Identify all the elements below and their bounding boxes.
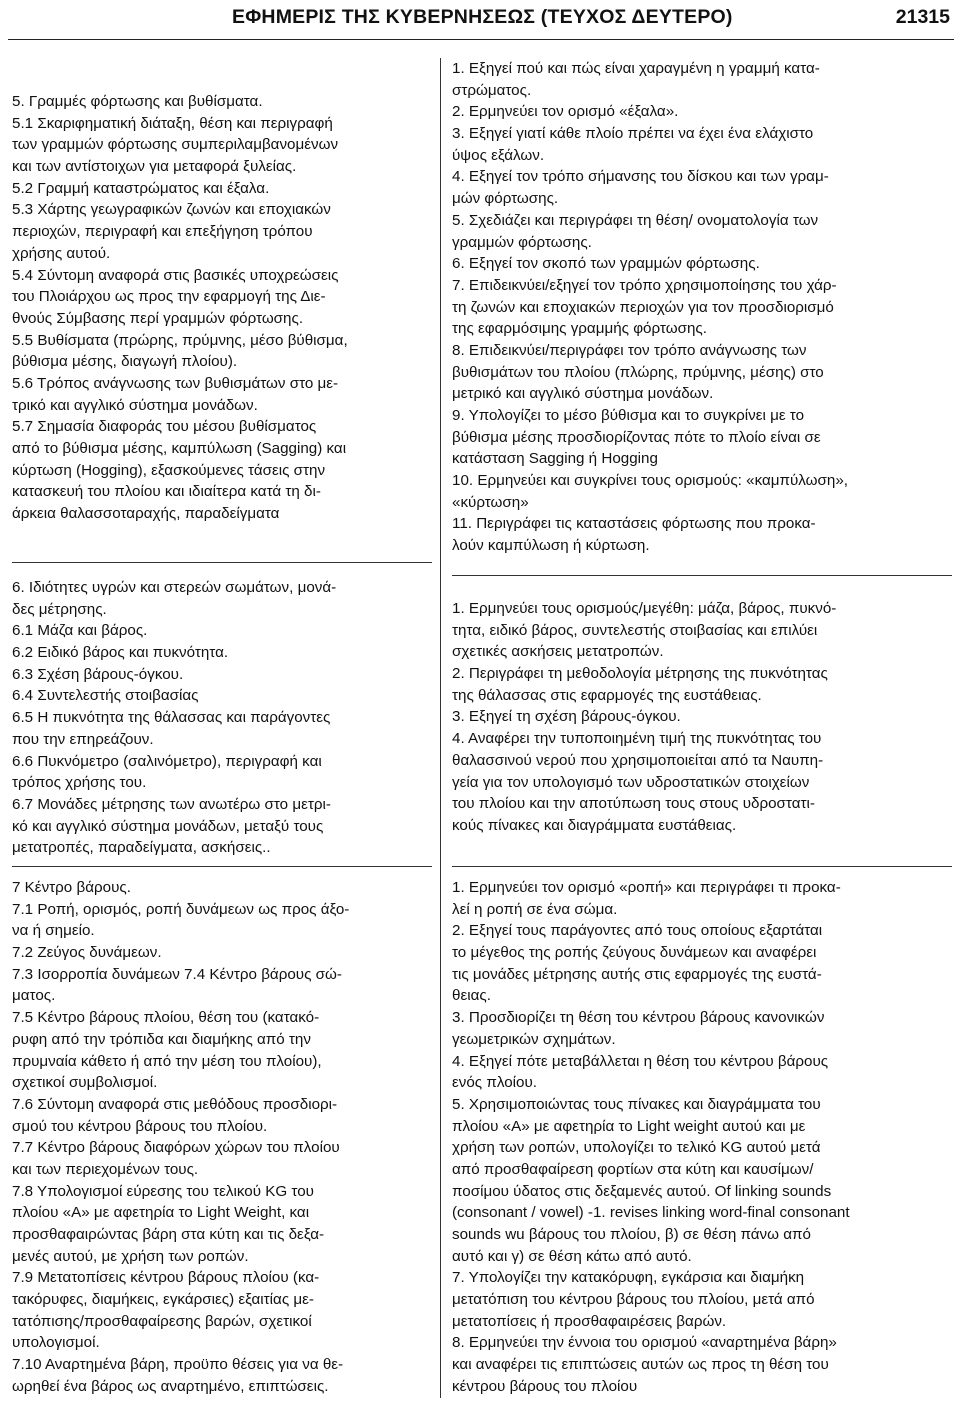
text-line: θαλασσινού νερού που χρησιμοποιείται από τα Ναυπη-	[452, 751, 824, 769]
text-line: 8. Ερμηνεύει την έννοια του ορισμού «αναρτημένα βάρη»	[452, 1334, 837, 1352]
text-line: από το βύθισμα μέσης, καμπύλωση (Sagging) και	[12, 440, 347, 457]
text-line: αυτό και γ) σε θέση κάτω από αυτό.	[452, 1247, 692, 1265]
text-line: δες μέτρησης.	[12, 600, 107, 618]
text-line: 6.4 Συντελεστής στοιβασίας	[12, 687, 199, 705]
text-line: χρήση των ροπών, υπολογίζει το τελικό KG αυτού μετά	[452, 1139, 821, 1157]
text-line: 4. Αναφέρει την τυποποιημένη τιμή της πυκνότητας του	[452, 730, 822, 748]
text-line: 7.8 Υπολογισμοί εύρεσης του τελικού KG του	[12, 1182, 314, 1200]
text-line: 5. Σχεδιάζει και περιγράφει τη θέση/ ονοματολογία των	[452, 211, 819, 229]
section-6-curriculum	[12, 577, 437, 859]
gazette-title: ΕΦΗΜΕΡΙΣ ΤΗΣ ΚΥΒΕΡΝΗΣΕΩΣ (ΤΕΥΧΟΣ ΔΕΥΤΕΡΟ)	[232, 6, 733, 28]
text-line: και αναφέρει τις επιπτώσεις αυτών ως προς τη θέση του	[452, 1356, 829, 1374]
text-line: βύθισμα μέσης προσδιορίζοντας πότε το πλοίο είναι σε	[452, 428, 821, 446]
text-line: 5. Χρησιμοποιώντας τους πίνακες και διαγράμματα του	[452, 1095, 821, 1113]
text-line: βύθισμα μέσης, διαγωγή πλοίου).	[12, 353, 238, 371]
header-rule	[8, 39, 954, 40]
page-number: 21315	[895, 6, 950, 28]
text-line: 5. Γραμμές φόρτωσης και βυθίσματα.	[12, 93, 263, 110]
text-line: τατόπισης/προσθαφαίρεσης βαρών, σχετικοί	[12, 1312, 312, 1330]
text-line: θνούς Σύμβασης περί γραμμών φόρτωσης.	[12, 309, 304, 327]
text-line: 1. Ερμηνεύει τον ορισμό «ροπή» και περιγράφει τι προκα-	[452, 879, 841, 896]
text-line: του πλοίου και την αποτύπωση τους στους υδροστατι-	[452, 795, 815, 813]
text-line: 9. Υπολογίζει το μέσο βύθισμα και το συγκρίνει με το	[452, 407, 805, 424]
text-line: πλοίου «Α» με αφετηρία το Light Weight, και	[12, 1204, 310, 1222]
text-line: 2. Εξηγεί τους παράγοντες από τους οποίους εξαρτάται	[452, 922, 823, 940]
text-line: 7.9 Μετατοπίσεις κέντρου βάρους πλοίου (κα-	[12, 1269, 320, 1287]
text-line: 5.5 Βυθίσματα (πρώρης, πρύμνης, μέσο βύθισμα,	[12, 331, 348, 349]
text-line: 6.2 Ειδικό βάρος και πυκνότητα.	[12, 644, 229, 662]
text-line: που την επηρεάζουν.	[12, 730, 154, 748]
text-line: 5.4 Σύντομη αναφορά στις βασικές υποχρεώσεις	[12, 266, 339, 284]
text-line: ενός πλοίου.	[452, 1074, 537, 1092]
text-line: να ή σημείο.	[12, 922, 95, 940]
text-line: τη ζωνών και εποχιακών περιοχών για τον προσδιορισμό	[452, 298, 834, 316]
text-line: της εφαρμόσιμης γραμμής φόρτωσης.	[452, 320, 707, 338]
text-line: 5.6 Τρόπος ανάγνωσης των βυθισμάτων στο με-	[12, 374, 339, 392]
text-line: 1. Εξηγεί πού και πώς είναι χαραγμένη η γραμμή κατα-	[452, 60, 820, 77]
text-line: κατάσταση Sagging ή Hogging	[452, 450, 658, 468]
text-line: 6.1 Μάζα και βάρος.	[12, 622, 148, 640]
text-line: ματος.	[12, 987, 56, 1005]
section-7-curriculum	[12, 877, 437, 1398]
section-5-curriculum	[12, 91, 437, 525]
section-6-objectives	[452, 598, 952, 837]
text-line: (consonant / vowel) -1. revises linking word-final consonant	[452, 1204, 850, 1222]
text-line: 7.3 Ισορροπία δυνάμεων 7.4 Κέντρο βάρους σώ-	[12, 965, 342, 983]
text-line: το μέγεθος της ροπής ζεύγους δυνάμεων και αναφέρει	[452, 944, 817, 962]
section-divider-left	[12, 562, 432, 563]
text-line: 1. Ερμηνεύει τους ορισμούς/μεγέθη: μάζα, βάρος, πυκνό-	[452, 600, 837, 617]
text-line: τητα, ειδικό βάρος, συντελεστής στοιβασίας και επιλύει	[452, 621, 818, 639]
text-line: 3. Εξηγεί γιατί κάθε πλοίο πρέπει να έχει ένα ελάχιστο	[452, 125, 814, 143]
text-line: 5.3 Χάρτης γεωγραφικών ζωνών και εποχιακών	[12, 201, 331, 219]
text-line: 4. Εξηγεί πότε μεταβάλλεται η θέση του κέντρου βάρους	[452, 1052, 829, 1070]
text-line: 10. Ερμηνεύει και συγκρίνει τους ορισμούς: «καμπύλωση»,	[452, 472, 849, 490]
text-line: 5.7 Σημασία διαφοράς του μέσου βυθίσματος	[12, 418, 317, 436]
text-line: τρόπος χρήσης του.	[12, 774, 147, 792]
text-line: 6.6 Πυκνόμετρο (σαλινόμετρο), περιγραφή και	[12, 752, 322, 770]
text-line: μενές αυτού, με χρήση των ροπών.	[12, 1247, 249, 1265]
text-line: γεία για τον υπολογισμό των υδροστατικών στοιχείων	[452, 773, 810, 791]
text-line: 7.1 Ροπή, ορισμός, ροπή δυνάμεων ως προς άξο-	[12, 900, 350, 918]
text-line: βυθισμάτων του πλοίου (πλώρης, πρύμνης, μέσης) στο	[452, 363, 824, 381]
text-line: μετατόπιση του κέντρου βάρους του πλοίου, μετά από	[452, 1291, 815, 1309]
section-divider-right	[452, 575, 952, 576]
text-line: κέντρου βάρους του πλοίου	[452, 1377, 638, 1395]
text-line: πλοίου «Α» με αφετηρία το Light weight αυτού και με	[452, 1117, 806, 1135]
text-line: 7.6 Σύντομη αναφορά στις μεθόδους προσδιορι-	[12, 1095, 338, 1113]
text-line: κούς πίνακες και διαγράμματα ευστάθειας.	[452, 816, 737, 834]
text-line: χρήσης αυτού.	[12, 244, 111, 262]
text-line: sounds wu βάρους του πλοίου, β) σε θέση πάνω από	[452, 1226, 811, 1243]
text-line: τακόρυφες, διαμήκεις, εγκάρσιες) εξαιτίας με-	[12, 1291, 314, 1309]
text-line: προσθαφαιρώντας βάρη στα κύτη και τις δεξα-	[12, 1226, 325, 1243]
text-line: και των περιεχομένων τους.	[12, 1160, 199, 1178]
text-line: ύψος εξάλων.	[452, 146, 545, 164]
text-line: σχετικοί συμβολισμοί.	[12, 1074, 158, 1092]
text-line: 5.1 Σκαριφηματική διάταξη, θέση και περιγραφή	[12, 114, 333, 132]
text-line: 7.7 Κέντρο βάρους διαφόρων χώρων του πλοίου	[12, 1139, 340, 1157]
text-line: 7. Επιδεικνύει/εξηγεί τον τρόπο χρησιμοποίησης του χάρ-	[452, 276, 837, 294]
text-line: και των αντίστοιχων για μεταφορά ξυλείας.	[12, 158, 297, 176]
text-line: 5.2 Γραμμή καταστρώματος και έξαλα.	[12, 179, 270, 197]
text-line: 7. Υπολογίζει την κατακόρυφη, εγκάρσια και διαμήκη	[452, 1269, 805, 1287]
text-line: 7.10 Αναρτημένα βάρη, προϋπο θέσεις για να θε-	[12, 1356, 344, 1374]
text-line: 6.7 Μονάδες μέτρησης των ανωτέρω στο μετρι-	[12, 795, 331, 813]
text-line: 2. Ερμηνεύει τον ορισμό «έξαλα».	[452, 103, 679, 121]
text-line: 2. Περιγράφει τη μεθοδολογία μέτρησης της πυκνότητας	[452, 665, 828, 683]
text-line: στρώματος.	[452, 81, 532, 99]
section-divider-right	[452, 866, 952, 867]
text-line: ρυφη από την τρόπιδα και διαμήκης από την	[12, 1030, 311, 1048]
text-line: «κύρτωση»	[452, 493, 529, 511]
section-7-objectives	[452, 877, 952, 1398]
text-line: του Πλοιάρχου ως προς την εφαρμογή της Διε-	[12, 288, 326, 306]
text-line: άρκεια θαλασσοταραχής, παραδείγματα	[12, 505, 280, 523]
text-line: τρικό και αγγλικό σύστημα μονάδων.	[12, 396, 258, 414]
text-line: μετρικό και αγγλικό σύστημα μονάδων.	[452, 385, 714, 403]
text-line: περιοχών, περιγραφή και επεξήγηση τρόπου	[12, 223, 313, 241]
section-divider-left	[12, 866, 432, 867]
text-line: γεωμετρικών σχημάτων.	[452, 1030, 616, 1048]
text-line: των γραμμών φόρτωσης συμπεριλαμβανομένων	[12, 136, 339, 154]
text-line: γραμμών φόρτωσης.	[452, 233, 592, 251]
text-line: τις μονάδες μέτρησης αυτής στις εφαρμογές της ευστά-	[452, 965, 822, 983]
page-header	[0, 0, 960, 34]
text-line: 4. Εξηγεί τον τρόπο σήμανσης του δίσκου και των γραμ-	[452, 168, 829, 186]
text-line: 6.5 Η πυκνότητα της θάλασσας και παράγοντες	[12, 709, 331, 727]
text-line: 11. Περιγράφει τις καταστάσεις φόρτωσης που προκα-	[452, 515, 816, 533]
text-line: μετατοπίσεις ή προσθαφαιρέσεις βαρών.	[452, 1312, 727, 1330]
text-line: σμού του κέντρου βάρους του πλοίου.	[12, 1117, 268, 1135]
text-line: λούν καμπύλωση ή κύρτωση.	[452, 537, 650, 555]
text-line: 3. Εξηγεί τη σχέση βάρους-όγκου.	[452, 708, 681, 726]
text-line: 3. Προσδιορίζει τη θέση του κέντρου βάρους κανονικών	[452, 1009, 825, 1027]
text-line: 6.3 Σχέση βάρους-όγκου.	[12, 665, 184, 683]
text-line: κατασκευή του πλοίου και ιδιαίτερα κατά τη δι-	[12, 483, 321, 501]
text-line: από προσθαφαίρεση φορτίων στα κύτη και καυσίμων/	[452, 1160, 814, 1178]
text-line: κό και αγγλικό σύστημα μονάδων, μεταξύ τους	[12, 817, 324, 835]
text-line: μετατροπές, παραδείγματα, ασκήσεις..	[12, 839, 271, 857]
text-line: μών φόρτωσης.	[452, 190, 559, 208]
text-line: ωρηθεί ένα βάρος ως αναρτημένο, επιπτώσεις.	[12, 1377, 329, 1395]
text-line: υπολογισμοί.	[12, 1334, 100, 1352]
text-line: 7.5 Κέντρο βάρους πλοίου, θέση του (κατακό-	[12, 1009, 320, 1027]
text-line: 7 Κέντρο βάρους.	[12, 879, 131, 896]
text-line: κύρτωση (Hogging), εξασκούμενες τάσεις στην	[12, 461, 326, 479]
text-line: σχετικές ασκήσεις μετατροπών.	[452, 643, 664, 661]
text-line: λεί η ροπή σε ένα σώμα.	[452, 900, 618, 918]
text-line: 6. Ιδιότητες υγρών και στερεών σωμάτων, μονά-	[12, 579, 337, 596]
text-line: 8. Επιδεικνύει/περιγράφει τον τρόπο ανάγνωσης των	[452, 341, 807, 359]
text-line: 6. Εξηγεί τον σκοπό των γραμμών φόρτωσης.	[452, 255, 760, 273]
text-line: ποσίμου ύδατος στις δεξαμενές αυτού. Of linking sounds	[452, 1182, 832, 1200]
text-line: 7.2 Ζεύγος δυνάμεων.	[12, 944, 162, 962]
section-5-objectives	[452, 58, 952, 557]
column-divider	[440, 58, 441, 1398]
text-line: της θάλασσας στις εφαρμογές της ευστάθειας.	[452, 686, 762, 704]
text-line: θειας.	[452, 987, 491, 1005]
text-line: πρυμναία κάθετο ή από την μέση του πλοίου),	[12, 1052, 322, 1070]
